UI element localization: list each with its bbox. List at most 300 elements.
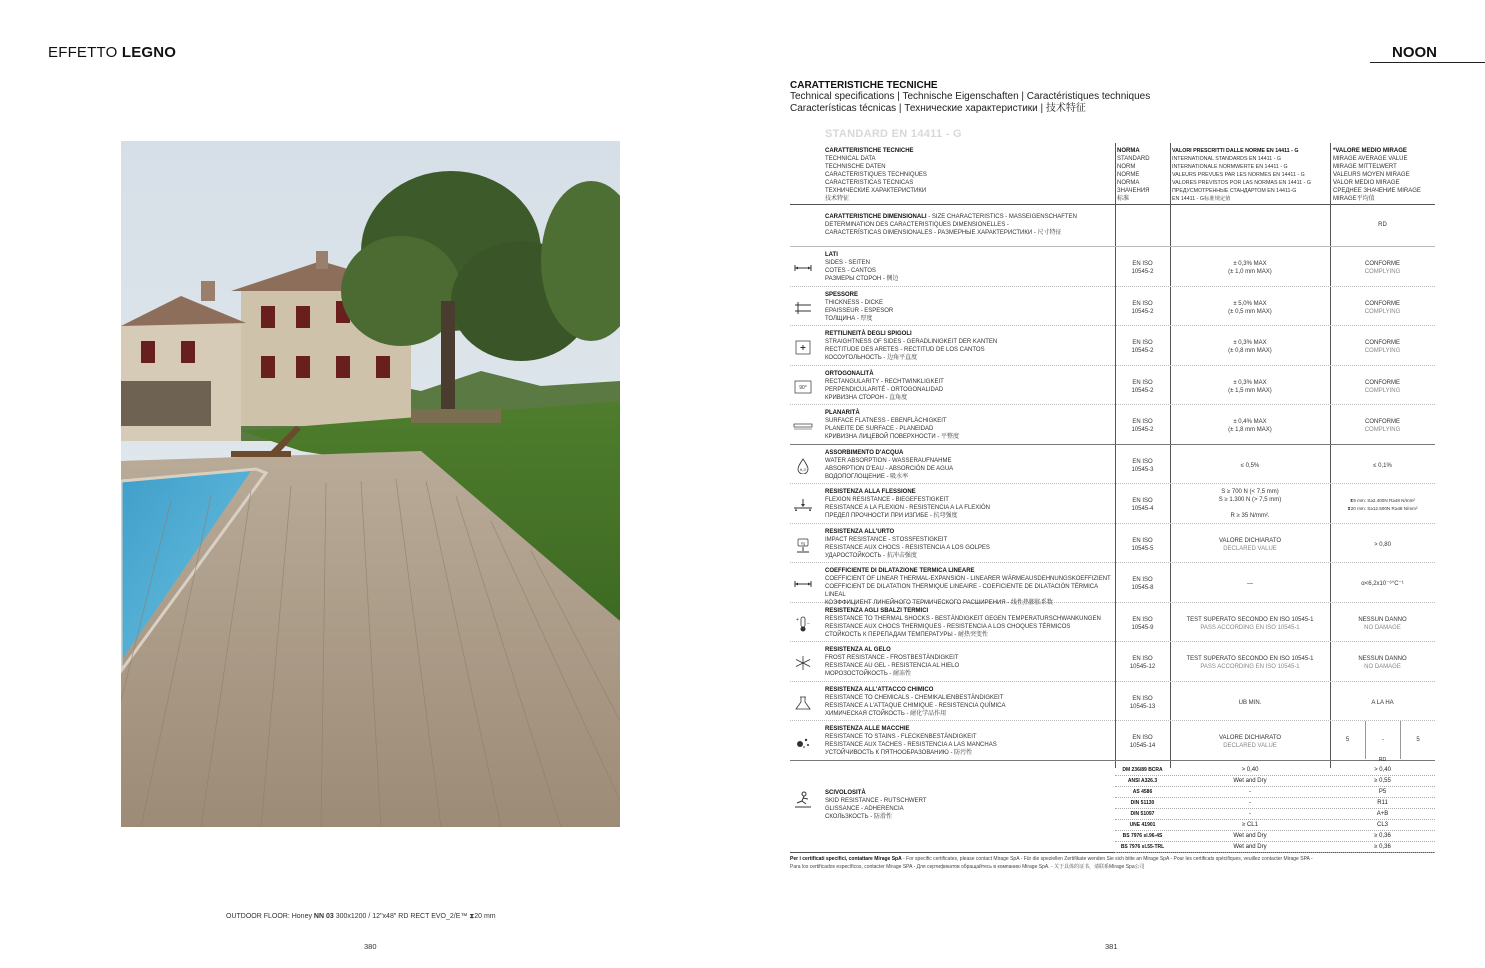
spec-row (790, 642, 1435, 682)
spec-value-line: PASS ACCORDING EN ISO 10545-1 (1200, 664, 1300, 670)
spec-line: THICKNESS - DICKE (825, 299, 884, 306)
caption-code: NN 03 (313, 913, 334, 920)
spec-mirage-line: NESSUN DANNO (1358, 656, 1407, 662)
spec-value-line: ≤ 0,5% (1240, 462, 1260, 469)
spec-line: SURFACE FLATNESS - EBENFLÄCHIGKEIT (825, 418, 947, 424)
specs-title-block (790, 80, 1150, 115)
slip-prescribed: Wet and Dry (1233, 777, 1267, 784)
header-line: 技术特征 (825, 196, 850, 202)
slip-norm: ANSI A326.3 (1127, 777, 1158, 784)
spec-norm-line: EN ISO (1132, 340, 1153, 346)
spec-description (825, 725, 1115, 757)
table-header (790, 143, 1435, 205)
header-line: NORMA (1117, 180, 1140, 186)
spec-title: ASSORBIMENTO D'ACQUA (825, 449, 904, 456)
spec-norm-line: 10545-14 (1129, 743, 1156, 749)
spec-norm (1115, 655, 1170, 671)
spec-prescribed-value (1170, 462, 1330, 470)
spec-description (825, 449, 1115, 481)
spec-mirage-value (1330, 379, 1435, 395)
header-characteristics-title: CARATTERISTICHE TECNICHE (825, 148, 914, 154)
slip-row (1115, 787, 1435, 798)
spec-title: COEFFICIENTE DI DILATAZIONE TERMICA LINEARE (825, 568, 975, 574)
spec-line: RESISTANCE AUX TACHES - RESISTENCIA A LAS MANCHAS (825, 742, 997, 748)
svg-text:−: − (807, 620, 810, 627)
spec-norm-line: EN ISO (1132, 498, 1153, 504)
spec-line: СТОЙКОСТЬ К ПЕРЕПАДАМ ТЕМПЕРАТУРЫ - 耐热突变性 (825, 631, 988, 638)
slip-norm: DIN 51097 (1130, 810, 1155, 817)
dimensional-title: CARATTERISTICHE DIMENSIONALI (825, 214, 927, 220)
dilatation-icon (792, 576, 814, 592)
specs-table (790, 143, 1435, 853)
slip-prescribed: - (1249, 799, 1251, 806)
spec-title: RESISTENZA ALLE MACCHIE (825, 726, 910, 732)
dimensional-mirage-value: RD (1378, 222, 1387, 228)
flatness-icon (792, 418, 814, 434)
spec-mirage-line: ⧗9 mm: S≥2.400N R≥48 N/mm² (1350, 498, 1415, 503)
spec-prescribed-value (1170, 734, 1330, 750)
impact-icon (792, 537, 814, 553)
slip-line: СКОЛЬЗКОСТЬ - 防滑性 (825, 813, 892, 820)
spec-description (825, 330, 1115, 362)
spec-mirage-line: NO DAMAGE (1364, 664, 1401, 670)
header-line: ЗНАЧЕНИЯ (1117, 188, 1150, 194)
spec-mirage-value (1330, 616, 1435, 632)
spec-title: RESISTENZA AL GELO (825, 647, 891, 653)
spec-value-line: ± 0,3% MAX (1233, 261, 1267, 267)
spec-line: SIDES - SEITEN (825, 260, 871, 266)
spec-title: ORTOGONALITÀ (825, 370, 874, 377)
spec-line: РАЗМЕРЫ СТОРОН - 侧边 (825, 276, 899, 282)
slip-row (1115, 798, 1435, 809)
spec-norm (1115, 497, 1170, 513)
header-norm (1117, 147, 1150, 203)
spec-mirage-value (1330, 300, 1435, 316)
spec-value-line: PASS ACCORDING EN ISO 10545-1 (1200, 624, 1300, 631)
spec-description (825, 686, 1115, 718)
spec-prescribed-value (1170, 300, 1330, 316)
section-title-light: EFFETTO (48, 44, 118, 61)
header-line: 标准 (1117, 196, 1130, 202)
header-mirage (1333, 147, 1435, 203)
slip-row (1115, 820, 1435, 831)
spec-line: STRAIGHTNESS OF SIDES - GERADLINIGKEIT DER KANTEN (825, 339, 998, 345)
spec-prescribed-value (1170, 339, 1330, 355)
snowflake-icon (792, 655, 814, 671)
slip-line: SKID RESISTANCE - RUTSCHWERT (825, 797, 927, 804)
header-line: ПРЕДУСМОТРЕННЫЕ СТАНДАРТОМ EN 14411-G (1172, 188, 1297, 194)
spec-title: RETTILINEITÀ DEGLI SPIGOLI (825, 331, 912, 337)
spec-line: ABSORPTION D'EAU - ABSORCIÓN DE AGUA (825, 465, 954, 472)
section-title-bold: LEGNO (121, 44, 177, 61)
section-title (48, 44, 176, 61)
spec-prescribed-value (1170, 616, 1330, 632)
header-line: VALEURS PREVUES PAR LES NORMES EN 14411 - G (1172, 172, 1305, 178)
spec-mirage-line: COMPLYING (1364, 348, 1401, 354)
header-prescribed-title: VALORI PRESCRITTI DALLE NORME EN 14411 - G (1172, 148, 1299, 154)
spec-prescribed-value (1170, 655, 1330, 671)
header-line: MIRAGE平均值 (1333, 196, 1375, 202)
spec-description (825, 409, 1115, 441)
spec-mirage-value (1330, 699, 1435, 707)
dimensional-line: - SIZE CHARACTERISTICS - MASSEIGENSCHAFTEN (926, 214, 1077, 220)
spec-line: ХИМИЧЕСКАЯ СТОЙКОСТЬ - 耐化学品作用 (825, 710, 947, 717)
spec-norm-line: EN ISO (1132, 419, 1153, 425)
spec-line: RESISTANCE AUX CHOCS THERMIQUES - RESISTENCIA A LOS CHOQUES TÉRMICOS (825, 623, 1071, 630)
spec-row (790, 682, 1435, 722)
header-line: VALORES PREVISTOS POR LAS NORMAS EN 14411 - G (1172, 180, 1311, 186)
spec-line: IMPACT RESISTANCE - STOSSFESTIGKEIT (825, 536, 948, 543)
spec-norm (1115, 734, 1170, 750)
header-line: STANDARD (1117, 156, 1150, 162)
spec-value-line: S ≥ 1.300 N (> 7,5 mm) (1218, 497, 1282, 503)
spec-row (790, 247, 1435, 287)
spec-mirage-line: CONFORME (1365, 261, 1400, 267)
spec-title: PLANARITÀ (825, 410, 860, 416)
spec-line: COEFFICIENT DE DILATATION THERMIQUE LINEAIRE - COEFICIENTE DE DILATACIÓN TÉRMICA LINEAL (825, 584, 1098, 598)
spec-row (790, 721, 1435, 761)
footnote-line: - For specific certificates, please contact Mirage SpA - Für die speziellen Zertifikate wenden Sie sich bitte an Mirage SpA - Pour les certificats spécifiques, veuillez contacter Mirage SPA - (901, 856, 1313, 862)
slip-row (1115, 776, 1435, 787)
spec-line: EPAISSEUR - ESPESOR (825, 307, 894, 314)
spec-norm-line: EN ISO (1132, 261, 1153, 267)
spec-value-line: DECLARED VALUE (1223, 545, 1277, 552)
header-line: TECHNISCHE DATEN (825, 164, 886, 170)
svg-text:H₂O: H₂O (799, 467, 807, 472)
spec-mirage-line: ⧗20 mm: S≥12.500N R≥48 N/mm² (1347, 506, 1418, 511)
spec-prescribed-value (1170, 260, 1330, 276)
spec-mirage-line: CONFORME (1365, 379, 1400, 386)
slip-mirage: P5 (1378, 788, 1387, 795)
slip-mirage: ≥ 0,36 (1374, 832, 1391, 839)
slip-mirage: R11 (1377, 799, 1388, 806)
slip-norm: BS 7976 sl.96-4S (1122, 832, 1163, 839)
spec-value-line: VALORE DICHIARATO (1218, 537, 1281, 544)
spec-line: ВОДОПОГЛОЩЕНИЕ - 吸水率 (825, 473, 909, 480)
spec-norm-line: 10545-9 (1131, 624, 1154, 631)
spec-description (825, 607, 1115, 639)
slip-prescribed: - (1249, 788, 1251, 795)
slip-row (1115, 831, 1435, 842)
spec-mirage-value (1330, 655, 1435, 671)
footnote-bold: Per i certificati specifici, contattare Mirage SpA (790, 856, 902, 862)
spec-row (790, 287, 1435, 327)
spec-norm-line: 10545-8 (1131, 585, 1154, 591)
spec-line: PERPENDICULARITÉ - ORTOGONALIDAD (825, 386, 944, 393)
spec-rows (790, 247, 1435, 761)
header-line: INTERNATIONALE NORMWERTE EN 14411 - G (1172, 164, 1288, 170)
spec-line: FROST RESISTANCE - FROSTBESTÄNDIGKEIT (825, 655, 959, 661)
spec-row (790, 326, 1435, 366)
slip-row (1115, 765, 1435, 776)
spec-norm-line: 10545-5 (1131, 545, 1154, 552)
spec-norm-line: EN ISO (1132, 300, 1153, 307)
spec-prescribed-value (1170, 488, 1330, 520)
spec-description (825, 251, 1115, 283)
spec-title: RESISTENZA ALL'URTO (825, 528, 895, 535)
spec-line: УДАРОСТОЙКОСТЬ - 抗冲击强度 (825, 552, 917, 559)
header-line: NORM (1117, 164, 1136, 170)
spec-title: LATI (825, 252, 838, 258)
spec-norm-line: EN ISO (1132, 735, 1153, 741)
slip-prescribed: ≥ CL1 (1242, 821, 1258, 828)
spec-description (825, 370, 1115, 402)
product-photo (121, 141, 620, 827)
spec-mirage-line: CONFORME (1365, 419, 1400, 425)
spec-mirage-line: A LA HA (1371, 699, 1394, 706)
spec-norm (1115, 379, 1170, 395)
spec-line: WATER ABSORPTION - WASSERAUFNAHME (825, 457, 952, 464)
slip-mirage: ≥ 0,55 (1374, 777, 1391, 784)
spec-prescribed-value (1170, 580, 1330, 588)
spec-value-line: (± 1,8 mm MAX) (1228, 427, 1272, 433)
spec-value-line: (± 1,5 mm MAX) (1228, 387, 1272, 394)
spec-norm (1115, 616, 1170, 632)
spec-mirage-value (1330, 541, 1435, 549)
spec-line: МОРОЗОСТОЙКОСТЬ - 耐冻性 (825, 671, 912, 677)
standard-label: STANDARD EN 14411 - G (825, 128, 962, 140)
chemical-icon (792, 695, 814, 711)
rectangularity-icon (792, 379, 814, 395)
spec-mirage-line: ≤ 0,1% (1373, 462, 1392, 469)
slip-prescribed: - (1249, 810, 1251, 817)
water-drop-icon (792, 458, 814, 474)
slip-norm: DM 236/89 BCRA (1122, 766, 1163, 773)
slip-mirage: A+B (1376, 810, 1389, 817)
spec-value-line: UB MIN. (1238, 699, 1262, 706)
specs-title: CARATTERISTICHE TECNICHE (790, 80, 938, 91)
spec-norm (1115, 458, 1170, 474)
dimensional-line: CARACTERÍSTICAS DIMENSIONALES - РАЗМЕРНЫЕ ХАРАКТЕРИСТИКИ - 尺寸特征 (825, 230, 1062, 236)
dimensional-row (790, 205, 1435, 247)
spec-line: PLANEITE DE SURFACE - PLANEIDAD (825, 426, 934, 432)
spec-title: RESISTENZA ALLA FLESSIONE (825, 489, 916, 495)
header-line: CARACTERISTIQUES TECHNIQUES (825, 172, 927, 178)
slip-mirage: CL3 (1376, 821, 1388, 828)
header-line: VALOR MEDIO MIRAGE (1333, 180, 1400, 186)
collection-name: NOON (1392, 44, 1437, 61)
spec-line: RESISTANCE TO STAINS - FLECKENBESTÄNDIGKEIT (825, 734, 977, 740)
spec-description (825, 488, 1115, 520)
spec-title: RESISTENZA ALL'ATTACCO CHIMICO (825, 686, 934, 693)
spec-value-line: DECLARED VALUE (1223, 743, 1277, 749)
header-line: MIRAGE MITTELWERT (1333, 164, 1397, 170)
caption-rest: 300x1200 / 12"x48" RD RECT EVO_2/E™ ⧗20 mm (333, 913, 496, 920)
spec-norm-line: EN ISO (1132, 577, 1153, 583)
spec-mirage-line: NO DAMAGE (1364, 624, 1401, 631)
slip-mirage: > 0,40 (1374, 766, 1391, 773)
spec-prescribed-value (1170, 537, 1330, 553)
spec-norm-line: 10545-2 (1131, 427, 1154, 433)
spec-description (825, 646, 1115, 678)
spec-norm (1115, 260, 1170, 276)
spec-line: ПРЕДЕЛ ПРОЧНОСТИ ПРИ ИЗГИБЕ - 抗弯强度 (825, 513, 958, 519)
spec-value-line: ± 0,3% MAX (1233, 379, 1267, 386)
caption-prefix: OUTDOOR FLOOR: Honey (226, 913, 314, 920)
spec-mirage-line: COMPLYING (1364, 269, 1401, 275)
specs-subtitle-1: Technical specifications | Technische Eigenschaften | Caractéristiques techniques (790, 91, 1151, 102)
spec-mirage-line: CONFORME (1365, 300, 1400, 307)
sides-icon (792, 260, 814, 276)
spec-line: FLEXION RESISTANCE - BIEGEFESTIGKEIT (825, 497, 949, 503)
slip-prescribed: Wet and Dry (1233, 843, 1267, 850)
spec-norm-line: 10545-2 (1131, 269, 1154, 275)
spec-mirage-line: COMPLYING (1364, 308, 1401, 315)
svg-text:Kg: Kg (800, 541, 806, 545)
stains-icon (792, 734, 814, 750)
spec-norm (1115, 339, 1170, 355)
slip-row (1115, 809, 1435, 820)
slip-description (825, 789, 1115, 821)
header-line: ТЕХНИЧЕСКИЕ ХАРАКТЕРИСТИКИ (825, 188, 927, 194)
slip-mirage: ≥ 0,36 (1374, 843, 1391, 850)
footnote (790, 855, 1435, 871)
thermometer-icon (792, 616, 814, 632)
slip-row (1115, 842, 1435, 853)
spec-value-line: ± 0,3% MAX (1233, 340, 1267, 346)
header-prescribed (1172, 147, 1330, 203)
header-characteristics (825, 147, 927, 203)
spec-mirage-value (1330, 418, 1435, 434)
header-line: VALEURS MOYEN MIRAGE (1333, 172, 1410, 178)
spec-row (790, 366, 1435, 406)
spec-prescribed-value (1170, 699, 1330, 707)
header-mirage-title: *VALORE MEDIO MIRAGE (1333, 148, 1407, 154)
spec-line: КРИВИЗНА СТОРОН - 直角度 (825, 394, 908, 401)
spec-line: RESISTANCE TO CHEMICALS - CHEMIKALIENBESTÄNDIGKEIT (825, 694, 1004, 701)
slip-norm: UNE 41901 (1129, 821, 1156, 828)
spec-line: COEFFICIENT OF LINEAR THERMAL-EXPANSION - LINEARER WÄRMEAUSDEHNUNGSKOEFFIZIENT (825, 576, 1111, 582)
spec-line: COTES - CANTOS (825, 268, 876, 274)
spec-norm-line: 10545-3 (1131, 466, 1154, 473)
header-line: MIRAGE AVERAGE VALUE (1333, 156, 1408, 162)
spec-line: КРИВИЗНА ЛИЦЕВОЙ ПОВЕРХНОСТИ - 平整度 (825, 434, 960, 440)
spec-norm-line: EN ISO (1132, 616, 1153, 623)
spec-mirage-line: COMPLYING (1364, 387, 1401, 394)
spec-value-line: TEST SUPERATO SECONDO EN ISO 10545-1 (1186, 656, 1314, 662)
spec-title: RESISTENZA AGLI SBALZI TERMICI (825, 607, 929, 614)
spec-value-line: — (1247, 581, 1253, 587)
spec-mirage-value (1330, 339, 1435, 355)
stain-class-value: - (1365, 721, 1400, 759)
spec-norm (1115, 576, 1170, 592)
slip-norm: AS 4586 (1132, 788, 1153, 795)
spec-description (825, 567, 1115, 607)
spec-row (790, 445, 1435, 485)
spec-line: RESISTANCE A L'ATTAQUE CHIMIQUE - RESISTENCIA QUÍMICA (825, 702, 1006, 709)
header-rule (1370, 62, 1485, 63)
slip-title: SCIVOLOSITÀ (825, 789, 866, 796)
spec-mirage-line: CONFORME (1365, 340, 1400, 346)
straightness-icon (792, 339, 814, 355)
dimensional-description (825, 213, 1115, 237)
spec-description (825, 528, 1115, 560)
spec-line: RESISTANCE TO THERMAL SHOCKS - BESTÄNDIGKEIT GEGEN TEMPERATURSCHWANKUNGEN (825, 615, 1101, 622)
stain-class-value: 5 (1345, 737, 1350, 743)
spec-row (790, 603, 1435, 643)
spec-line: КОЭФФИЦИЕНТ ЛИНЕЙНОГО ТЕРМИЧЕСКОГО РАСШИРЕНИЯ - 线性热膨胀系数 (825, 600, 1053, 606)
page-number-left: 380 (364, 942, 377, 951)
photo-caption (226, 913, 496, 921)
spec-norm (1115, 537, 1170, 553)
spec-norm-line: EN ISO (1132, 537, 1153, 544)
header-line: EN 14411 - G标准规定值 (1172, 196, 1231, 202)
spec-norm-line: 10545-12 (1129, 664, 1156, 670)
spec-row (790, 524, 1435, 564)
spec-line: RESISTANCE AU GEL - RESISTENCIA AL HIELO (825, 663, 960, 669)
slip-rd-label: RD (1378, 756, 1387, 763)
slip-resistance-block (790, 756, 1435, 853)
spec-value-line: (± 1,0 mm MAX) (1228, 269, 1272, 275)
spec-line: КОСОУГОЛЬНОСТЬ - 边角平直度 (825, 355, 918, 361)
spec-line: RESISTANCE A LA FLEXION - RESISTENCIA A LA FLEXIÓN (825, 505, 990, 511)
spec-norm-line: EN ISO (1132, 458, 1153, 465)
spec-mirage-line: > 0,80 (1374, 541, 1391, 548)
slip-norm: DIN 51130 (1130, 799, 1155, 806)
stain-class-value: 5 (1400, 721, 1435, 759)
spec-mirage-line: α<6,2x10⁻⁶°C⁻¹ (1361, 581, 1404, 587)
spec-mirage-value (1330, 497, 1435, 513)
spec-mirage-value (1330, 580, 1435, 588)
thickness-icon (792, 300, 814, 316)
slip-prescribed: > 0,40 (1241, 766, 1259, 773)
spec-prescribed-value (1170, 418, 1330, 434)
spec-norm (1115, 300, 1170, 316)
spec-norm-line: 10545-2 (1131, 348, 1154, 354)
slip-line: GLISSANCE - ADHERENCIA (825, 805, 904, 812)
spec-norm (1115, 695, 1170, 711)
spec-norm-line: EN ISO (1132, 656, 1153, 662)
spec-mirage-line: COMPLYING (1364, 427, 1401, 433)
spec-value-line: TEST SUPERATO SECONDO EN ISO 10545-1 (1186, 616, 1314, 623)
spec-prescribed-value (1170, 379, 1330, 395)
spec-norm-line: 10545-4 (1131, 506, 1154, 512)
spec-line: ТОЛЩИНА - 厚度 (825, 315, 873, 322)
slip-prescribed: Wet and Dry (1233, 832, 1267, 839)
spec-title: SPESSORE (825, 291, 859, 298)
footnote-line: Para los certificados específicos, contacter Mirage SPA - Для сертификатов обращайтесь в компанию Mirage SpA. - 关于具体的证书，请联系Mirage Spa公司 (790, 864, 1145, 870)
specs-subtitle-2: Características técnicas | Технические характеристики | 技术特征 (790, 103, 1086, 114)
spec-value-line: (± 0,8 mm MAX) (1228, 348, 1272, 354)
spec-line: RESISTANCE AUX CHOCS - RESISTENCIA A LOS GOLPES (825, 544, 990, 551)
header-line: NORME (1117, 172, 1140, 178)
spec-mirage-value (1330, 260, 1435, 276)
spec-norm-line: EN ISO (1132, 695, 1153, 702)
spec-norm-line: 10545-13 (1129, 703, 1156, 710)
spec-value-line: ± 5,0% MAX (1233, 300, 1267, 307)
spec-norm (1115, 418, 1170, 434)
spec-value-line: VALORE DICHIARATO (1218, 735, 1281, 741)
svg-text:90°: 90° (799, 384, 807, 391)
spec-value-line: S ≥ 700 N (< 7,5 mm) (1221, 489, 1279, 495)
dimensional-line: DETERMINATION DES CARACTERISTIQUES DIMENSIONELLES - (825, 222, 1009, 228)
spec-description (825, 291, 1115, 323)
spec-norm-line: 10545-2 (1131, 387, 1154, 394)
header-line: INTERNATIONAL STANDARDS EN 14411 - G (1172, 156, 1282, 162)
spec-line: RECTITUDE DES ARETES - RECTITUD DE LOS CANTOS (825, 347, 985, 353)
slip-norm: BS 7976 sl.55-TRL (1120, 843, 1165, 850)
spec-mirage-value (1330, 721, 1435, 759)
header-line: TECHNICAL DATA (825, 156, 876, 162)
svg-text:+: + (796, 616, 799, 623)
spec-line: УСТОЙЧИВОСТЬ К ПЯТНООБРАЗОВАНИЮ - 防污性 (825, 750, 973, 756)
header-norm-title: NORMA (1117, 148, 1140, 154)
spec-row (790, 484, 1435, 524)
header-line: СРЕДНЕЕ ЗНАЧЕНИЕ MIRAGE (1333, 188, 1421, 194)
spec-row (790, 563, 1435, 606)
spec-mirage-value (1330, 462, 1435, 470)
flexion-icon (792, 497, 814, 513)
